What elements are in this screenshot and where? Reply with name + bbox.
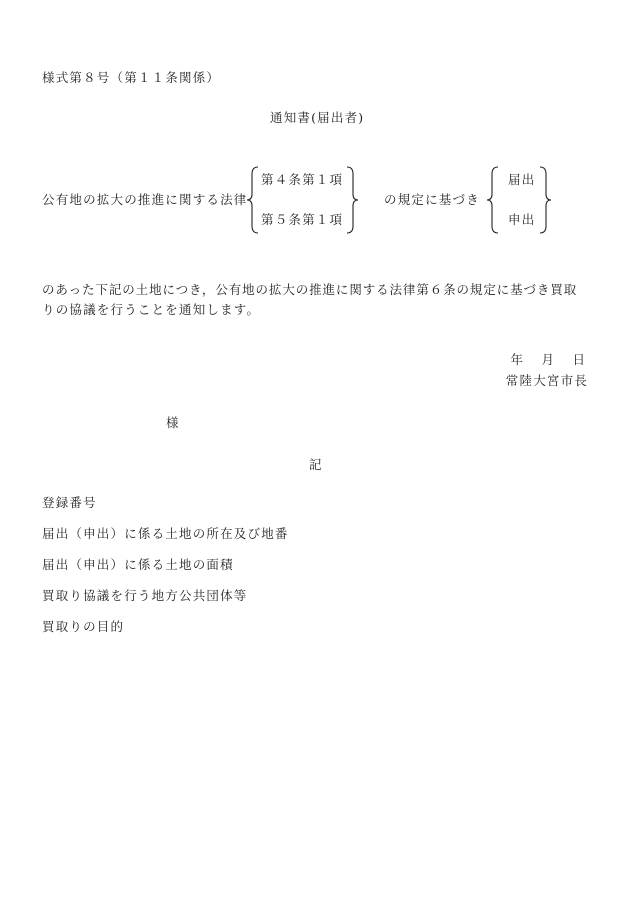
left-brace-articles-open bbox=[246, 166, 260, 234]
based-on-provision: の規定に基づき bbox=[384, 192, 480, 207]
body-text-line-2: りの協議を行うことを通知します。 bbox=[42, 302, 261, 317]
document-title: 通知書(届出者) bbox=[270, 110, 365, 125]
item-local-government: 買取り協議を行う地方公共団体等 bbox=[42, 588, 248, 603]
date-field: 年 月 日 bbox=[510, 352, 588, 367]
item-registration-number: 登録番号 bbox=[42, 495, 97, 510]
right-brace-types-close bbox=[538, 166, 552, 234]
item-land-location: 届出（申出）に係る土地の所在及び地番 bbox=[42, 526, 289, 541]
record-heading: 記 bbox=[309, 457, 323, 472]
item-land-area: 届出（申出）に係る土地の面積 bbox=[42, 557, 234, 572]
type-application: 申出 bbox=[508, 212, 536, 227]
article-5-clause-1: 第５条第１項 bbox=[261, 212, 344, 227]
form-number: 様式第８号（第１１条関係） bbox=[42, 70, 221, 85]
right-brace-articles-close bbox=[345, 166, 359, 234]
addressee-honorific: 様 bbox=[166, 415, 180, 430]
law-name: 公有地の拡大の推進に関する法律 bbox=[42, 192, 248, 207]
body-text-line-1: のあった下記の土地につき，公有地の拡大の推進に関する法律第６条の規定に基づき買取 bbox=[42, 282, 578, 297]
type-notification: 届出 bbox=[508, 172, 536, 187]
article-4-clause-1: 第４条第１項 bbox=[261, 172, 344, 187]
left-brace-types-open bbox=[486, 166, 500, 234]
issuer-name: 常陸大宮市長 bbox=[505, 373, 588, 388]
item-purchase-purpose: 買取りの目的 bbox=[42, 619, 125, 634]
